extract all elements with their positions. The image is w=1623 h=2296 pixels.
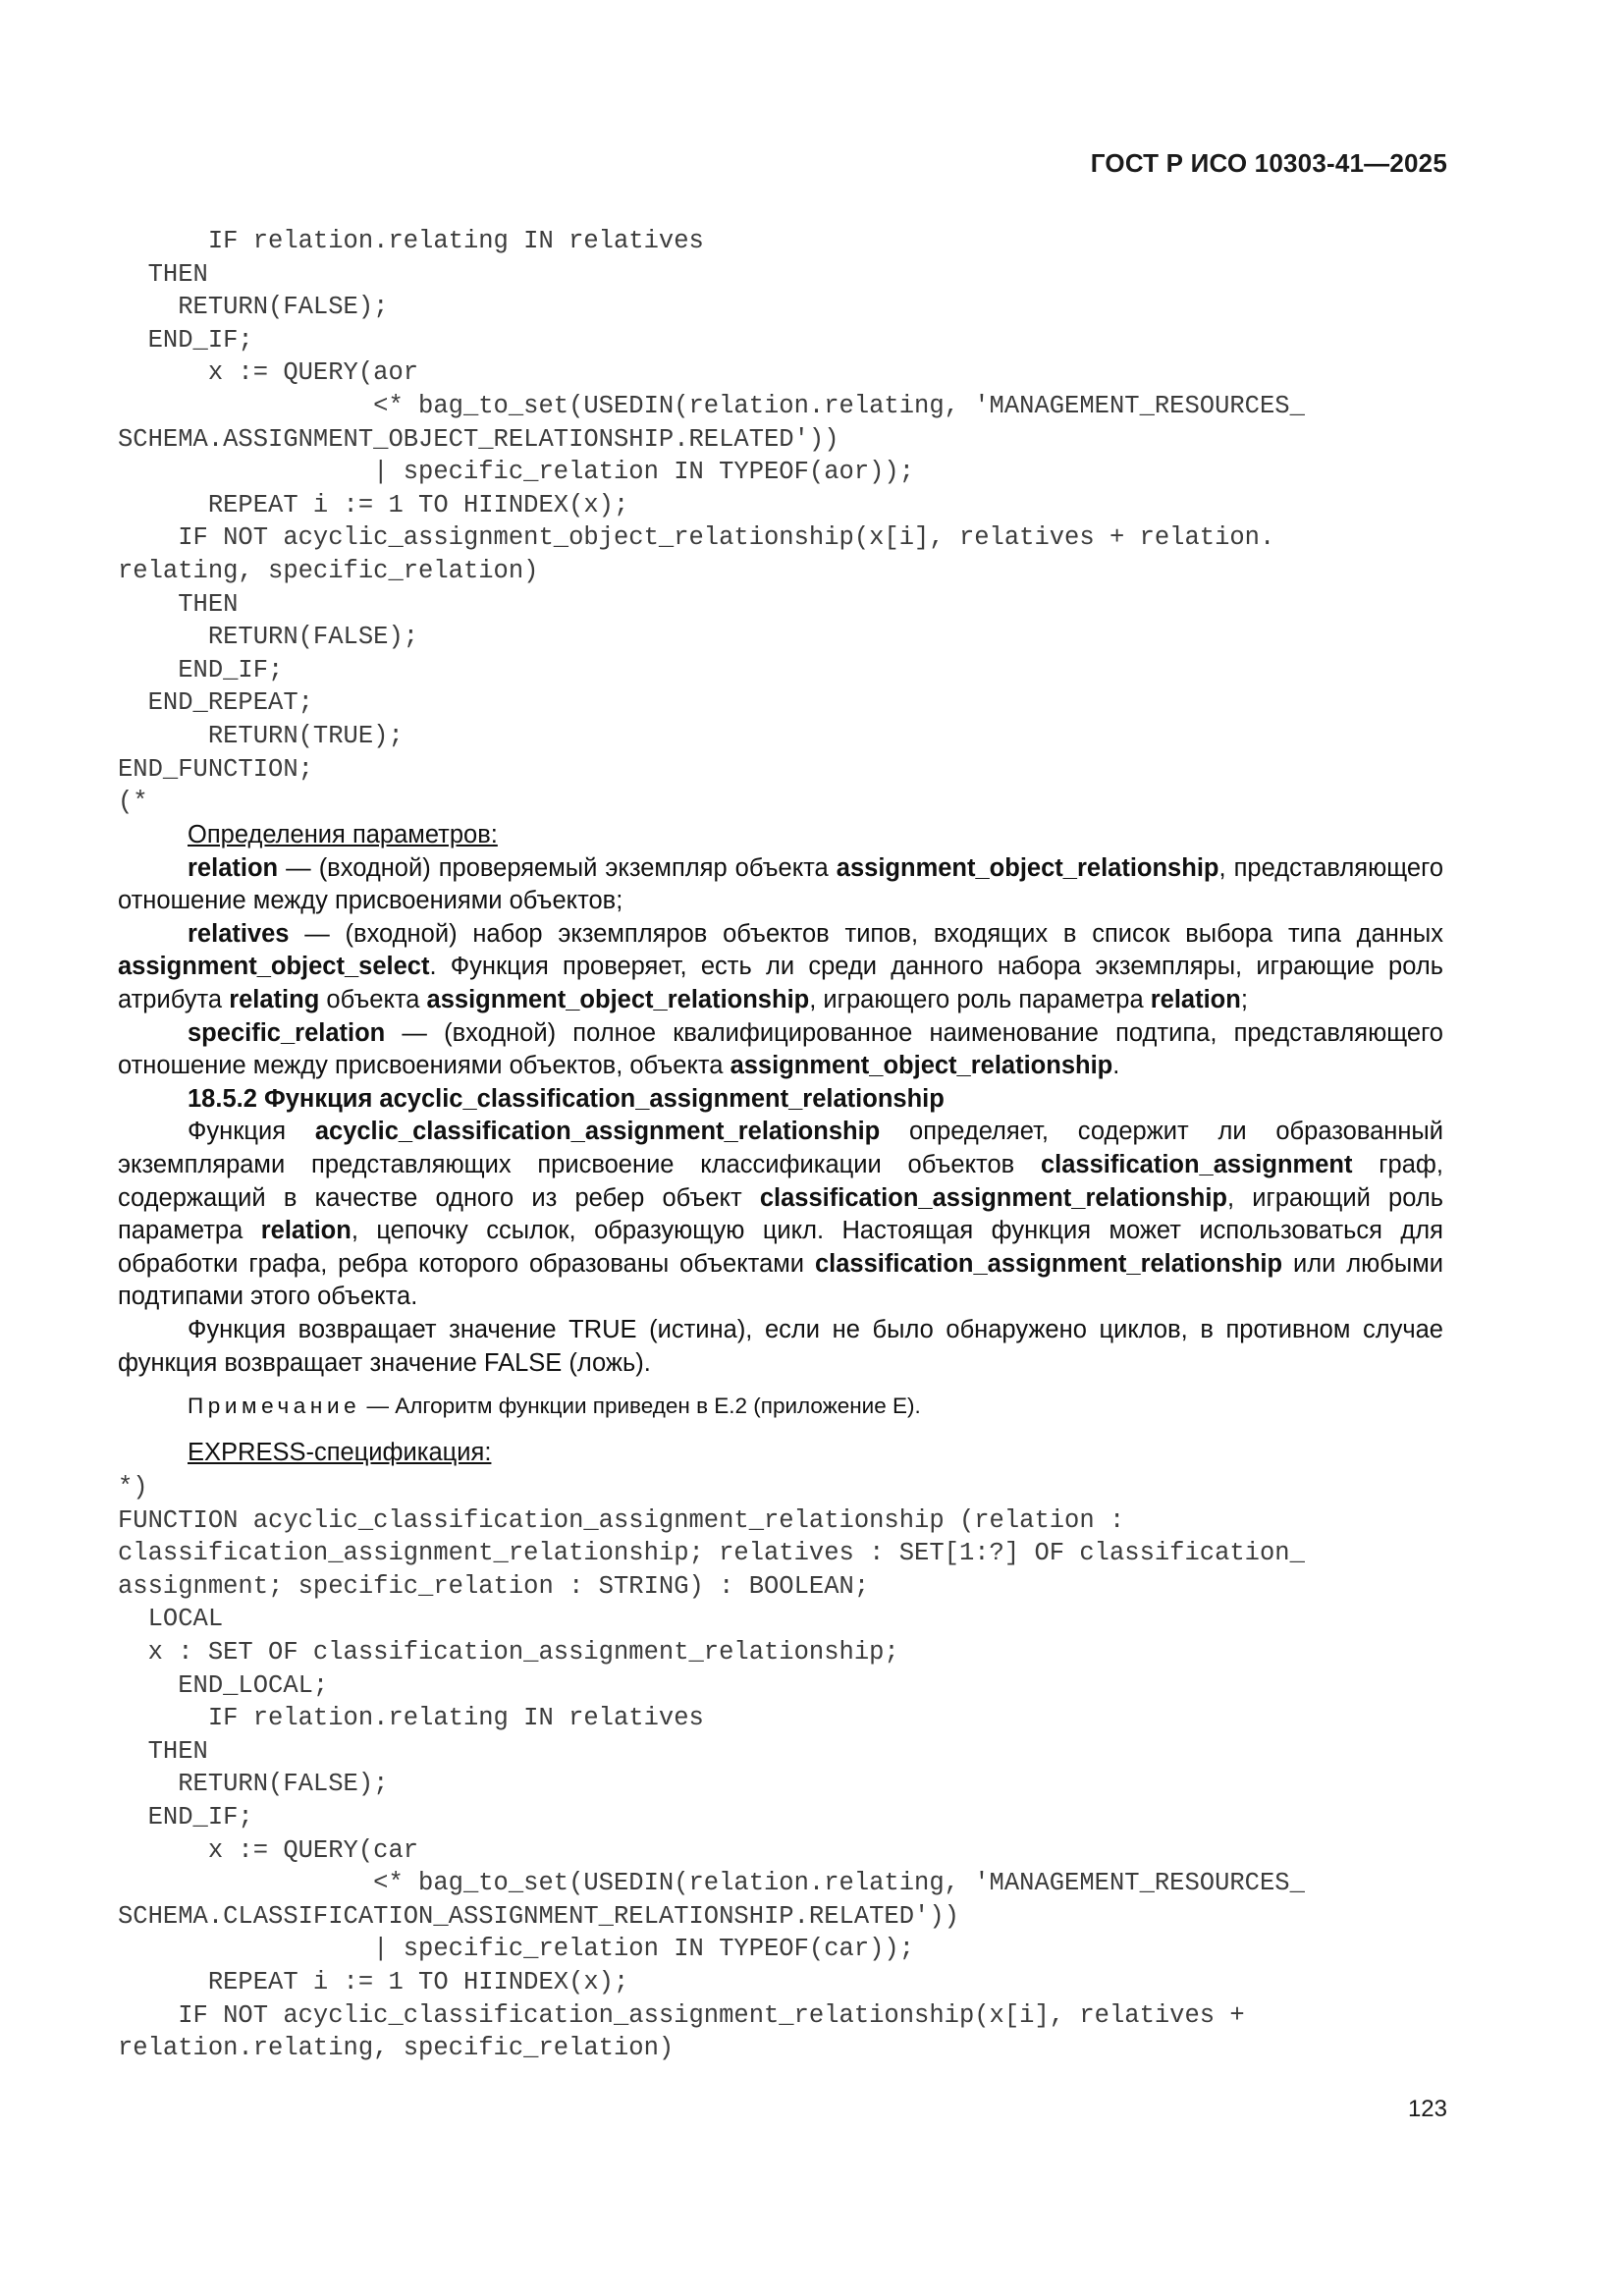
param-specific-relation: specific_relation — (входной) полное квалифицированное наименование подтипа, представляющего отношение между присвоениями объектов, объекта assignment_object_relationship. bbox=[118, 1018, 1443, 1080]
page-number: 123 bbox=[1407, 2096, 1447, 2122]
document-header: ГОСТ Р ИСО 10303-41—2025 bbox=[1090, 148, 1447, 178]
code-block-top: IF relation.relating IN relatives THEN RETURN(FALSE); END_IF; x := QUERY(aor <* bag_to_set(USEDIN(relation.relating, 'MANAGEMENT_RESOURCES_ SCHEMA.ASSIGNMENT_OBJECT_RELATIONSHIP.RELATED')) | specific_relation IN TYPEOF(aor)); REPEAT i := 1 TO HIINDEX(x); IF NOT acyclic_assignment_object_relationship(x[i], relatives + relation. relating, specific_relation) THEN RETURN(FALSE); END_IF; END_REPEAT; RETURN(TRUE); END_FUNCTION; (* bbox=[118, 227, 1305, 817]
prose-section bbox=[118, 819, 1443, 1469]
param-relatives: relatives — (входной) набор экземпляров объектов типов, входящих в список выбора типа данных assignment_object_select. Функция проверяет, есть ли среди данного набора экземпляры, играющие роль атрибута relating объекта assignment_object_relationship, играющего роль параметра relation; bbox=[118, 919, 1443, 1013]
note-label: Примечание bbox=[188, 1394, 361, 1419]
code-block-bottom: *) FUNCTION acyclic_classification_assignment_relationship (relation : classification_assignment_relationship; relatives : SET[1:?] OF classification_ assignment; specific_relation : STRING) : BOOLEAN; LOCAL x : SET OF classification_assignment_relationship; END_LOCAL; IF relation.relating IN relatives THEN RETURN(FALSE); END_IF; x := QUERY(car <* bag_to_set(USEDIN(relation.relating, 'MANAGEMENT_RESOURCES_ SCHEMA.CLASSIFICATION_ASSIGNMENT_RELATIONSHIP.RELATED')) | specific_relation IN TYPEOF(car)); REPEAT i := 1 TO HIINDEX(x); IF NOT acyclic_classification_assignment_relationship(x[i], relatives + relation.relating, specific_relation) bbox=[118, 1473, 1305, 2063]
param-relation: relation — (входной) проверяемый экземпляр объекта assignment_object_relationship, представляющего отношение между присвоениями объектов; bbox=[118, 853, 1443, 915]
note bbox=[118, 1390, 1443, 1423]
section-paragraph-2: Функция возвращает значение TRUE (истина), если не было обнаружено циклов, в противном случае функция возвращает значение FALSE (ложь). bbox=[118, 1315, 1443, 1377]
express-heading: EXPRESS-спецификация: bbox=[188, 1438, 492, 1466]
section-paragraph-1: Функция acyclic_classification_assignment_relationship определяет, содержит ли образованный экземплярами представляющих присвоение классификации объектов classification_assignment граф, содержащий в качестве одного из ребер объект classification_assignment_relationship, играющий роль параметра relation, цепочку ссылок, образующую цикл. Настоящая функция может использоваться для обработки графа, ребра которого образованы объектами classification_assignment_relationship или любыми подтипами этого объекта. bbox=[118, 1118, 1443, 1311]
definitions-heading: Определения параметров: bbox=[188, 821, 498, 848]
note-text: — Алгоритм функции приведен в Е.2 (приложение Е). bbox=[360, 1394, 921, 1419]
section-heading: 18.5.2 Функция acyclic_classification_assignment_relationship bbox=[188, 1084, 945, 1113]
